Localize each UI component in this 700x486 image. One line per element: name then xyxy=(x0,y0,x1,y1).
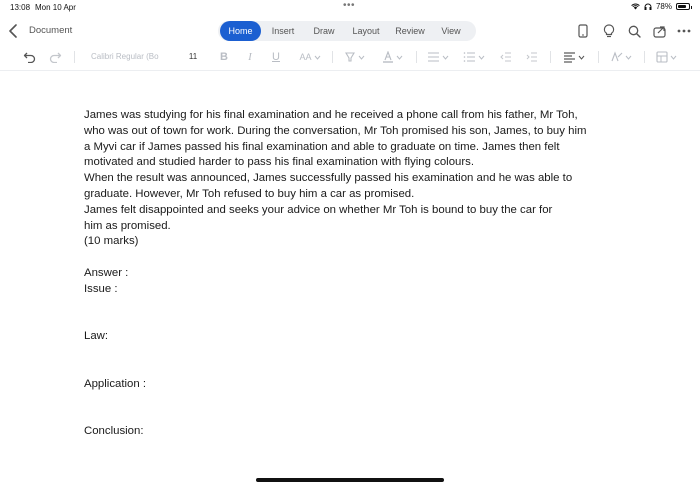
tab-view[interactable]: View xyxy=(441,26,461,36)
underline-button[interactable] xyxy=(268,47,284,67)
blank-line xyxy=(84,298,644,330)
share-button[interactable] xyxy=(651,22,669,40)
chevron-down-icon xyxy=(670,55,677,60)
highlight-icon xyxy=(344,51,356,63)
share-icon xyxy=(653,25,667,38)
styles-icon xyxy=(610,51,623,63)
toolbar-separator xyxy=(416,51,417,63)
bold-icon: B xyxy=(220,51,228,63)
chevron-down-icon xyxy=(442,55,449,60)
status-time: 13:08 xyxy=(10,3,31,12)
tab-review[interactable]: Review xyxy=(395,26,425,36)
italic-button[interactable] xyxy=(242,47,258,67)
battery-percent: 78% xyxy=(655,2,672,11)
chevron-down-icon xyxy=(625,55,632,60)
wifi-icon xyxy=(631,3,640,10)
increase-indent-button[interactable] xyxy=(524,47,540,67)
insert-icon xyxy=(656,51,668,63)
toolbar-divider xyxy=(0,70,700,71)
search-button[interactable] xyxy=(625,22,643,40)
tab-home[interactable]: Home xyxy=(220,21,261,41)
more-button[interactable] xyxy=(675,22,693,40)
blank-line xyxy=(84,250,644,266)
numbering-button[interactable] xyxy=(462,47,486,67)
question-line: him as promised. xyxy=(84,219,171,232)
law-label: Law: xyxy=(84,330,109,343)
tab-layout[interactable]: Layout xyxy=(352,26,380,36)
more-icon xyxy=(677,29,691,33)
font-size-grow-button[interactable] xyxy=(295,47,325,67)
chevron-left-icon xyxy=(8,24,18,38)
decrease-indent-icon xyxy=(500,52,512,62)
status-date: Mon 10 Apr xyxy=(35,3,76,12)
question-line: When the result was announced, James successfully passed his examination and he was able to xyxy=(84,172,573,185)
search-icon xyxy=(628,25,641,38)
question-line: who was out of town for work. During the conversation, Mr Toh promised his son, James, to buy him xyxy=(84,124,587,137)
chevron-down-icon xyxy=(578,55,585,60)
highlight-button[interactable] xyxy=(342,47,366,67)
tab-draw[interactable]: Draw xyxy=(313,26,335,36)
back-button[interactable] xyxy=(4,22,22,40)
font-size-icon: AA xyxy=(299,52,312,62)
paragraph-format-button[interactable] xyxy=(561,47,587,67)
headphones-icon xyxy=(644,3,652,10)
header-actions xyxy=(574,22,694,40)
home-indicator[interactable] xyxy=(256,478,444,482)
paragraph-align-icon xyxy=(563,52,576,63)
font-color-icon xyxy=(382,51,394,63)
chevron-down-icon xyxy=(396,55,403,60)
marks-line: (10 marks) xyxy=(84,235,139,248)
ideas-button[interactable] xyxy=(600,22,618,40)
tab-insert[interactable]: Insert xyxy=(271,26,295,36)
status-indicators xyxy=(631,2,690,11)
toolbar-separator xyxy=(550,51,551,63)
formatting-toolbar xyxy=(0,46,700,68)
redo-icon xyxy=(49,51,62,63)
increase-indent-icon xyxy=(526,52,538,62)
application-label: Application : xyxy=(84,377,147,390)
multitasking-dots[interactable]: ••• xyxy=(343,0,356,11)
font-name-select[interactable]: Calibri Regular (Bo xyxy=(91,52,159,61)
phone-view-icon xyxy=(578,24,588,38)
undo-icon xyxy=(23,51,36,63)
issue-label: Issue : xyxy=(84,282,118,295)
chevron-down-icon xyxy=(314,55,321,60)
toolbar-separator xyxy=(644,51,645,63)
question-line: James was studying for his final examination and he received a phone call from his father, Mr Toh, xyxy=(84,109,578,121)
chevron-down-icon xyxy=(478,55,485,60)
question-line: graduate. However, Mr Toh refused to buy him a car as promised. xyxy=(84,187,415,200)
battery-fill xyxy=(678,5,686,8)
ribbon-tabs xyxy=(218,21,476,41)
battery-icon xyxy=(676,3,690,10)
document-body[interactable] xyxy=(84,108,644,440)
toolbar-separator xyxy=(598,51,599,63)
blank-line xyxy=(84,345,644,377)
answer-label: Answer : xyxy=(84,266,129,279)
document-title[interactable]: Document xyxy=(29,25,73,36)
chevron-down-icon xyxy=(358,55,365,60)
toolbar-separator xyxy=(74,51,75,63)
conclusion-label: Conclusion: xyxy=(84,424,144,437)
bullets-button[interactable] xyxy=(426,47,450,67)
numbering-icon xyxy=(463,52,476,62)
bullets-icon xyxy=(427,52,440,62)
undo-button[interactable] xyxy=(20,47,38,67)
toolbar-separator xyxy=(332,51,333,63)
font-color-button[interactable] xyxy=(380,47,404,67)
insert-button[interactable] xyxy=(653,47,679,67)
bold-button[interactable] xyxy=(216,47,232,67)
redo-button[interactable] xyxy=(46,47,64,67)
decrease-indent-button[interactable] xyxy=(498,47,514,67)
status-bar xyxy=(0,0,700,16)
phone-view-button[interactable] xyxy=(574,22,592,40)
italic-icon: I xyxy=(248,51,252,63)
question-line: motivated and studied harder to pass his final examination with flying colours. xyxy=(84,156,475,169)
styles-button[interactable] xyxy=(608,47,634,67)
blank-line xyxy=(84,392,644,424)
lightbulb-icon xyxy=(603,24,615,38)
app-header xyxy=(0,16,700,46)
question-line: a Myvi car if James passed his final examination and able to graduate on time. James then felt xyxy=(84,140,560,153)
underline-icon: U xyxy=(272,51,280,63)
font-size-select[interactable]: 11 xyxy=(188,52,198,61)
question-line: James felt disappointed and seeks your advice on whether Mr Toh is bound to buy the car for xyxy=(84,203,553,216)
